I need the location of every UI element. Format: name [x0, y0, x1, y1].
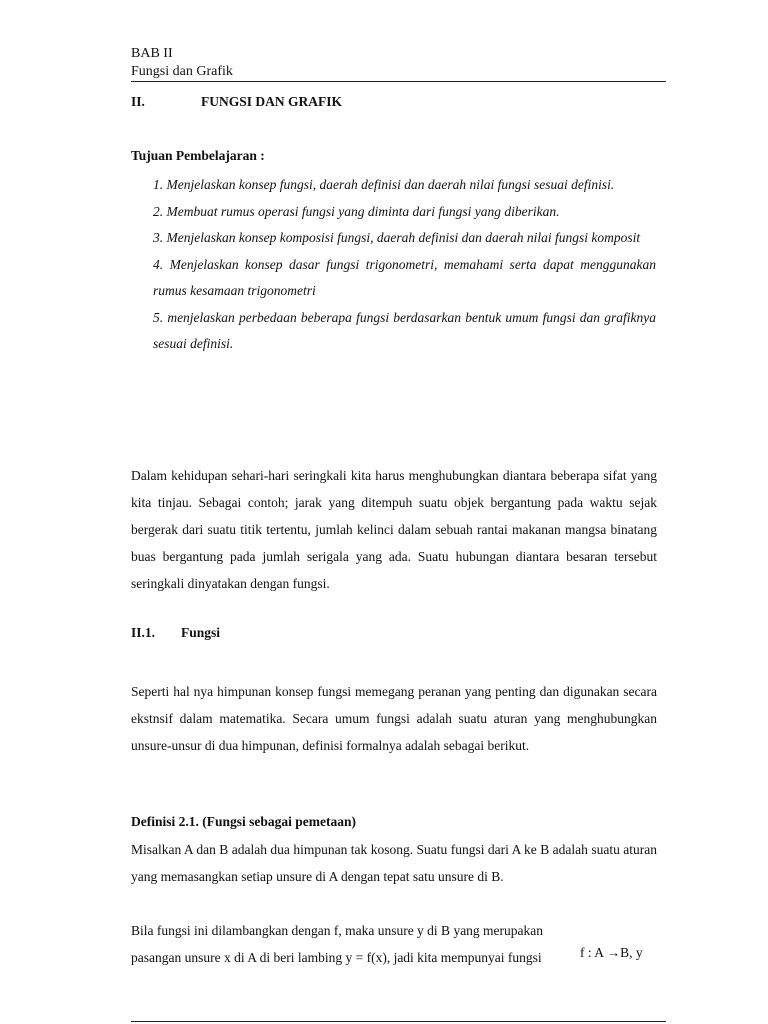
definition-heading: Definisi 2.1. (Fungsi sebagai pemetaan) — [131, 814, 357, 829]
section-paragraph: Seperti hal nya himpunan konsep fungsi memegang peranan yang penting dan digunakan secara ekstnsif dalam matematika. Secara umum fungsi adalah suatu aturan yang menghubungkan unsure-unsur di dua himpunan, definisi formalnya adalah sebagai berikut. — [131, 684, 657, 753]
closing-paragraph: Bila fungsi ini dilambangkan dengan f, maka unsure y di B yang merupakan pasangan unsure x di A di beri lambing y = f(x), jadi kita mempunyai fungsi — [131, 923, 544, 965]
running-header-chapter: BAB II — [131, 46, 173, 61]
footer-rule — [131, 1021, 666, 1022]
chapter-title: FUNGSI DAN GRAFIK — [201, 94, 343, 109]
objective-item: 4. Menjelaskan konsep dasar fungsi trigonometri, memahami serta dapat menggunakan rumus kesamaan trigonometri — [153, 256, 656, 298]
objective-item: 5. menjelaskan perbedaan beberapa fungsi berdasarkan bentuk umum fungsi dan grafiknya sesuai definisi. — [153, 309, 656, 351]
section-title: Fungsi — [181, 625, 221, 640]
objective-item: 3. Menjelaskan konsep komposisi fungsi, daerah definisi dan daerah nilai fungsi komposit — [153, 230, 641, 245]
header-rule — [131, 81, 666, 82]
chapter-number: II. — [131, 94, 145, 109]
definition-text: Misalkan A dan B adalah dua himpunan tak kosong. Suatu fungsi dari A ke B adalah suatu aturan yang memasangkan setiap unsure di A dengan tepat satu unsure di B. — [131, 842, 657, 884]
objectives-heading: Tujuan Pembelajaran : — [131, 148, 265, 163]
section-heading — [131, 625, 220, 641]
intro-paragraph: Dalam kehidupan sehari-hari seringkali kita harus menghubungkan diantara beberapa sifat yang kita tinjau. Sebagai contoh; jarak yang ditempuh suatu objek bergantung pada waktu sejak bergerak dari suatu titik tertentu, jumlah kelinci dalam sebuah rantai makanan mangsa binatang buas bergantung pada jumlah serigala yang ada. Suatu hubungan diantara besaran tersebut seringkali dinyatakan dengan fungsi. — [131, 468, 657, 591]
chapter-heading — [131, 94, 342, 110]
running-header-title: Fungsi dan Grafik — [131, 64, 233, 79]
objective-item: 1. Menjelaskan konsep fungsi, daerah definisi dan daerah nilai fungsi sesuai definisi. — [153, 177, 615, 192]
objective-item: 2. Membuat rumus operasi fungsi yang diminta dari fungsi yang diberikan. — [153, 203, 560, 219]
objectives-list — [153, 172, 656, 358]
closing-formula: f : A →B, y — [580, 945, 643, 960]
section-number: II.1. — [131, 625, 156, 640]
